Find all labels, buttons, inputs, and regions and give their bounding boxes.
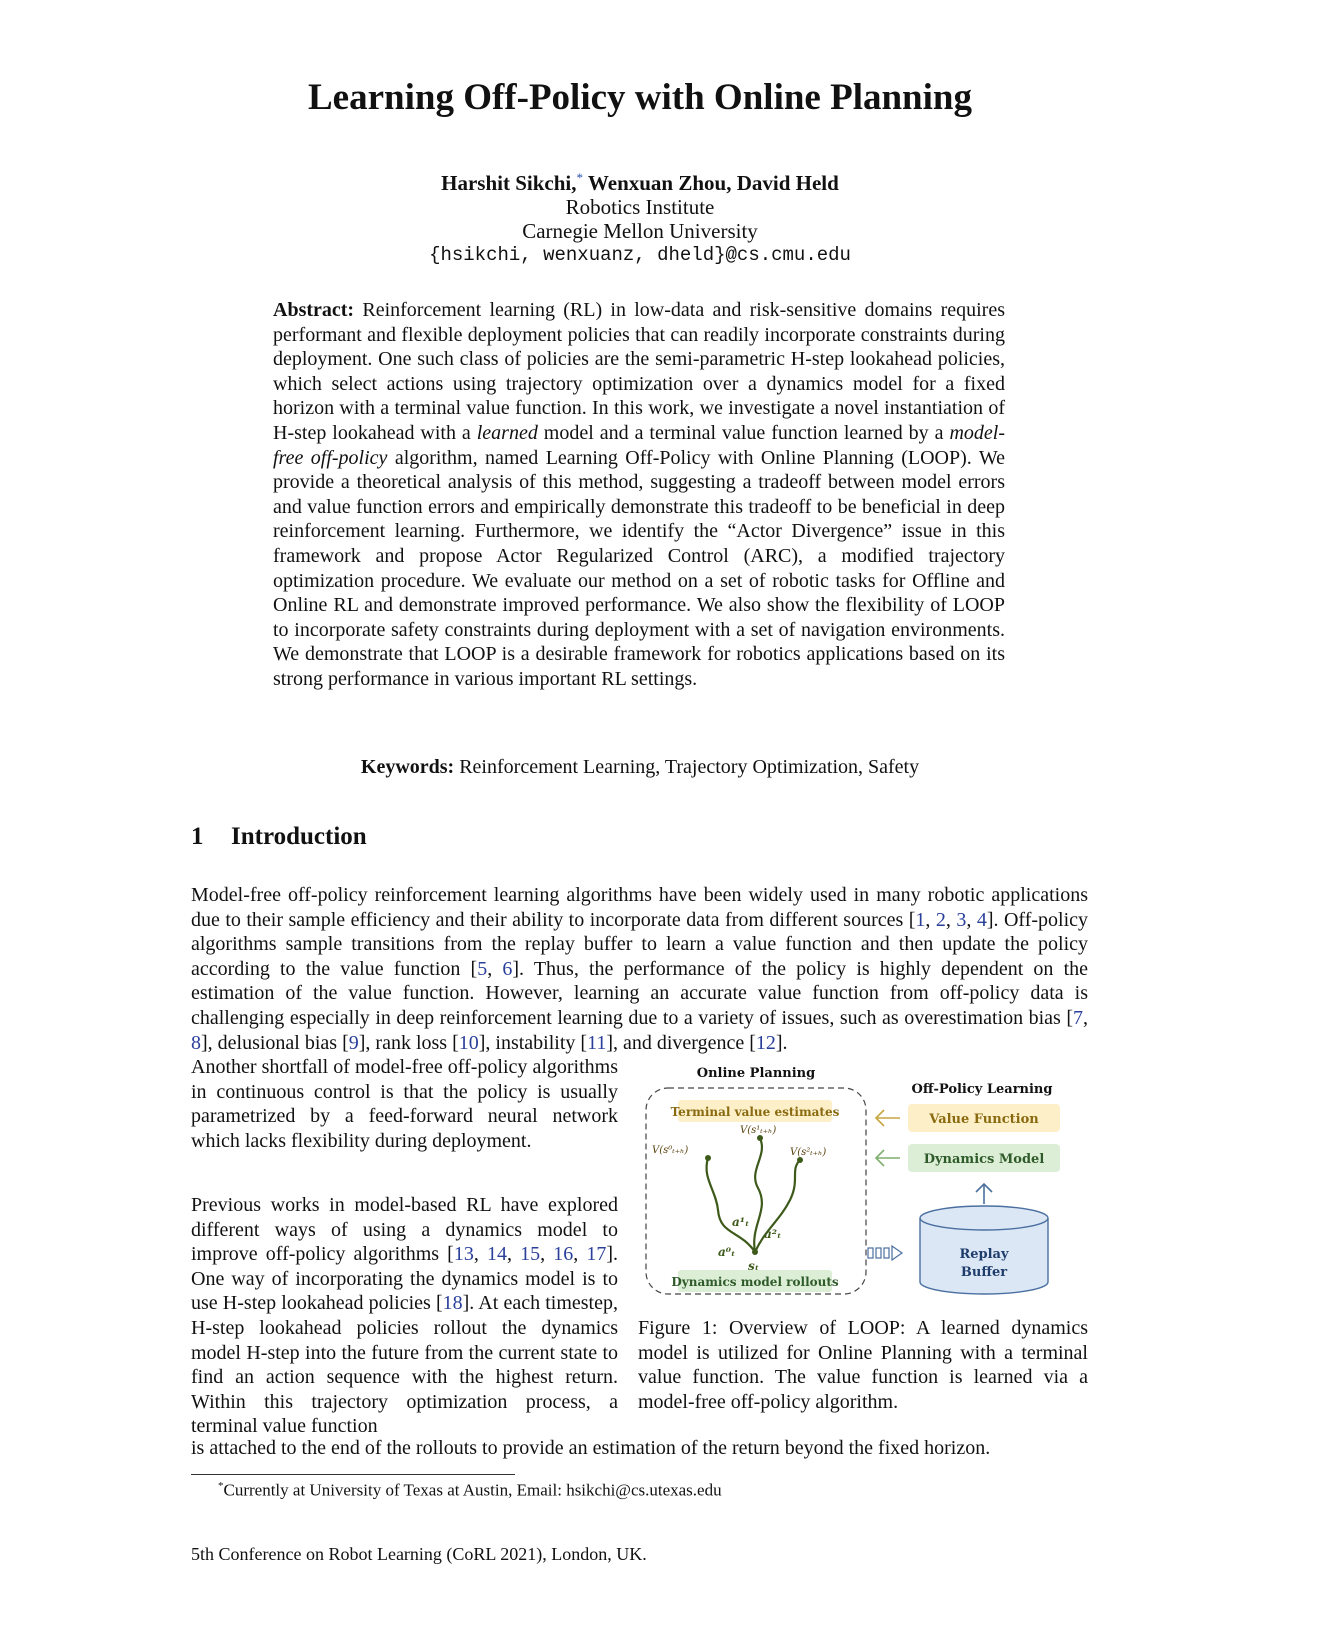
action-label-2: a²ₜ [764, 1227, 782, 1241]
value-estimate-2: V(s²ₜ₊ₕ) [790, 1147, 827, 1158]
terminal-value-estimates-label: Terminal value estimates [670, 1105, 840, 1119]
intro-paragraph-1: Model-free off-policy reinforcement learning algorithms have been widely used in many robotic applications due to their sample efficiency and their ability to incorporate data from different sources [1, 2, 3, 4]. Off-policy algorithms sample transitions from the replay buffer to learn a value function and then update the policy according to the value function [5, 6]. Thus, the performance of the policy is highly dependent on the estimation of the value function. However, learning an accurate value function from off-policy data is challenging especially in deep reinforcement learning due to a variety of issues, such as overestimation bias [7, 8], delusional bias [9], rank loss [10], instability [11], and divergence [12]. [191, 884, 1089, 1054]
citation-link[interactable]: 6 [502, 957, 513, 980]
footnote [218, 1480, 722, 1501]
citation-link[interactable]: 5 [477, 957, 488, 980]
figure-caption: Figure 1: Overview of LOOP: A learned dynamics model is utilized for Online Planning with a terminal value function. The value function is learned via a model-free off-policy algorithm. [638, 1317, 1088, 1413]
dynamics-model-rollouts-label: Dynamics model rollouts [671, 1275, 839, 1289]
section-heading [191, 823, 367, 851]
rollouts-to-buffer-arrow [868, 1246, 902, 1260]
section-number: 1 [191, 823, 204, 850]
author-block [0, 166, 1280, 267]
keywords-text: Reinforcement Learning, Trajectory Optimization, Safety [454, 756, 920, 778]
intro-paragraph-3: Previous works in model-based RL have explored different ways of using a dynamics model to improve off-policy algorithms [13, 14, 15, 16, 17]. One way of incorporating the dynamics model is to use H-step lookahead policies [18]. At each timestep, H-step lookahead policies rollout the dynamics model H-step into the future from the current state to find an action sequence with the highest return. Within this trajectory optimization process, a terminal value function [191, 1194, 619, 1438]
value-estimate-0: V(s⁰ₜ₊ₕ) [652, 1145, 689, 1156]
section-title: Introduction [231, 823, 367, 850]
citation-link[interactable]: 14 [486, 1243, 507, 1266]
citation-link[interactable]: 16 [553, 1243, 574, 1266]
buffer-to-model-arrow [976, 1184, 992, 1204]
abstract-text-1: Reinforcement learning (RL) in low-data and risk-sensitive domains requires performant and flexible deployment policies that can readily incorporate constraints during deployment. One such class of policies are the semi-parametric H-step lookahead policies, which select actions using trajectory optimization over a dynamics model for a fixed horizon with a terminal value function. In this work, we investigate a novel instantiation of H-step lookahead with a [273, 299, 1005, 444]
author-first: Harshit Sikchi, [441, 171, 577, 195]
citation-link[interactable]: 3 [956, 908, 967, 931]
action-label-1: a¹ₜ [732, 1215, 750, 1229]
terminal-node-0 [705, 1155, 711, 1161]
author-emails: {hsikchi, wenxuanz, dheld}@cs.cmu.edu [429, 244, 851, 266]
online-planning-label: Online Planning [696, 1066, 816, 1081]
dynamics-model-label: Dynamics Model [923, 1152, 1045, 1167]
keywords-label: Keywords: [360, 756, 455, 778]
citation-link[interactable]: 2 [935, 908, 946, 931]
citation-link[interactable]: 11 [587, 1031, 607, 1054]
citation-link[interactable]: 10 [458, 1031, 479, 1054]
citation-link[interactable]: 7 [1073, 1006, 1083, 1029]
intro-paragraph-2: Another shortfall of model-free off-policy algorithms in continuous control is that the policy is usually parametrized by a feed-forward neural network which lacks flexibility during deployment. [191, 1056, 618, 1152]
footnote-text: Currently at University of Texas at Austin, Email: hsikchi@cs.utexas.edu [223, 1480, 722, 1500]
citation-link[interactable]: 9 [348, 1031, 359, 1054]
abstract-label: Abstract: [273, 299, 355, 321]
citation-link[interactable]: 1 [915, 908, 926, 931]
citation-link[interactable]: 15 [520, 1243, 541, 1266]
intro-paragraph-3-continued: is attached to the end of the rollouts to provide an estimation of the return beyond the fixed horizon. [191, 1437, 991, 1459]
value-function-arrow [876, 1110, 900, 1126]
citation-link[interactable]: 4 [976, 908, 987, 931]
value-function-label: Value Function [929, 1112, 1039, 1127]
paper-title: Learning Off-Policy with Online Planning [308, 77, 972, 118]
affiliation-university: Carnegie Mellon University [522, 219, 758, 243]
abstract-text-2: model and a terminal value function learned by a [537, 421, 950, 444]
affiliation-institute: Robotics Institute [565, 195, 715, 219]
rollout-branch-0 [707, 1158, 755, 1252]
footnote-mark: * [218, 1480, 224, 1492]
dynamics-model-arrow [876, 1150, 900, 1166]
loop-overview-figure [640, 1060, 1080, 1300]
rollout-tree [707, 1138, 800, 1252]
buffer-label: Buffer [960, 1265, 1008, 1280]
rollout-branch-1 [754, 1138, 762, 1252]
venue-note: 5th Conference on Robot Learning (CoRL 2021), London, UK. [191, 1544, 647, 1564]
citation-link[interactable]: 17 [586, 1243, 607, 1266]
author-rest: Wenxuan Zhou, David Held [583, 171, 839, 195]
abstract-text-3: algorithm, named Learning Off-Policy with Online Planning (LOOP). We provide a theoretical analysis of this method, suggesting a tradeoff between model errors and value function errors and empirically demonstrate this tradeoff to be beneficial in deep reinforcement learning. Furthermore, we identify the “Actor Divergence” issue in this framework and propose Actor Regularized Control (ARC), a modified trajectory optimization procedure. We evaluate our method on a set of robotic tasks for Offline and Online RL and demonstrate improved performance. We also show the flexibility of LOOP to incorporate safety constraints during deployment with a set of navigation environments. We demonstrate that LOOP is a desirable framework for robotics applications based on its strong performance in various important RL settings. [273, 446, 1005, 690]
state-node [752, 1249, 758, 1255]
action-label-0: a⁰ₜ [718, 1245, 736, 1259]
citation-link[interactable]: 13 [453, 1243, 474, 1266]
footnote-rule [191, 1474, 515, 1475]
abstract-emphasis-1: learned [476, 421, 538, 444]
state-label: sₜ [748, 1259, 760, 1273]
abstract [273, 298, 1005, 692]
replay-label: Replay [959, 1247, 1009, 1262]
abstract-emphasis-2: model-free off-policy [273, 421, 1005, 469]
value-estimate-1: V(s¹ₜ₊ₕ) [740, 1125, 777, 1136]
citation-link[interactable]: 8 [191, 1031, 201, 1054]
citation-link[interactable]: 18 [442, 1292, 463, 1315]
author-names [0, 166, 1280, 195]
keywords [0, 756, 1280, 779]
citation-link[interactable]: 12 [755, 1031, 776, 1054]
off-policy-learning-label: Off-Policy Learning [911, 1082, 1053, 1097]
author-footnote-mark[interactable]: * [576, 170, 584, 185]
